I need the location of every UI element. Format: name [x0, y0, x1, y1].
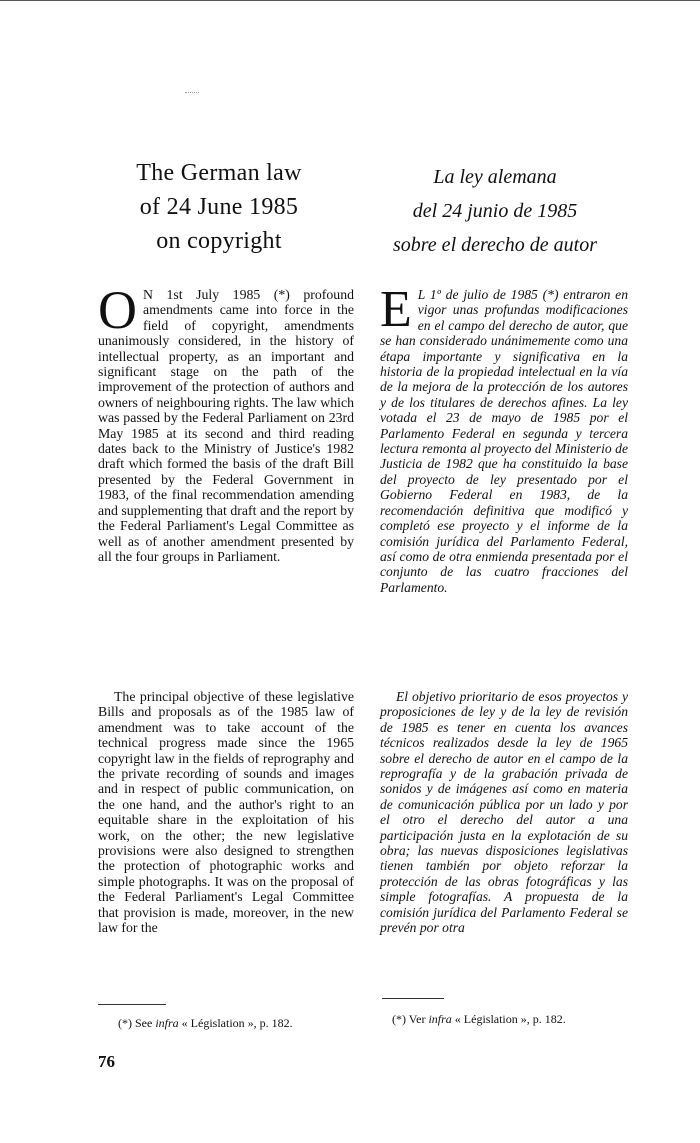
spanish-paragraph-2 [380, 689, 628, 936]
scan-speck [185, 92, 199, 95]
footnote-spanish [392, 1012, 566, 1027]
footnote-english-rest: « Législation », p. 182. [181, 1016, 293, 1030]
english-paragraph-2 [98, 689, 354, 936]
footnote-rule-english [98, 1004, 166, 1005]
title-spanish [362, 160, 628, 262]
title-english-line-3: on copyright [156, 228, 282, 254]
title-spanish-line-1: La ley alemana [433, 166, 557, 188]
footnote-rule-spanish [382, 998, 444, 999]
title-spanish-line-3: sobre el derecho de autor [392, 234, 598, 256]
footnote-english-ref: infra [155, 1016, 179, 1030]
footnote-english-mark: (*) See [118, 1016, 153, 1030]
english-paragraph-2-text: The principal objective of these legislative Bills and proposals as of the 1985 law of amendment was to take account of the technical progress made since the 1965 copyright law in the fields of reprography and the private recording of sounds and images and in respect of public communication, on the one hand, and the author's right to an equitable share in the exploitation of his work, on the other; the new legislative provisions were also designed to strengthen the protection of photographic works and simple photographs. It was on the proposal of the Federal Parliament's Legal Committee that provision is made, moreover, in the new law for the [98, 689, 354, 936]
footnote-spanish-ref: infra [428, 1012, 452, 1026]
english-paragraph-1 [98, 280, 354, 564]
page-number: 76 [98, 1052, 115, 1071]
title-english [96, 156, 342, 258]
top-border-line [0, 0, 700, 1]
drop-cap-o: O [98, 280, 137, 340]
title-english-line-2: of 24 June 1985 [139, 194, 299, 220]
title-english-line-1: The German law [136, 160, 302, 186]
footnote-english [118, 1016, 293, 1031]
footnote-spanish-mark: (*) Ver [392, 1012, 426, 1026]
english-paragraph-1-text: N 1st July 1985 (*) profound amendments came into force in the field of copyright, amendments unanimously considered, in the history of intellectual property, as an important and significant stage on the path of the improvement of the protection of authors and owners of neighbouring rights. The law which was passed by the Federal Parliament on 23rd May 1985 at its second and third reading dates back to the Ministry of Justice's 1982 draft which formed the basis of the draft Bill presented by the Federal Government in 1983, of the final recommendation amending and supplementing that draft and the report by the Federal Parliament's Legal Committee as well as of another amendment presented by all the four groups in Parliament. [98, 287, 354, 564]
spanish-paragraph-1 [380, 281, 628, 595]
title-spanish-line-2: del 24 junio de 1985 [412, 200, 578, 222]
drop-cap-e: E [380, 281, 412, 338]
footnote-spanish-rest: « Législation », p. 182. [454, 1012, 566, 1026]
spanish-paragraph-1-text: L 1º de julio de 1985 (*) entraron en vigor unas profundas modificaciones en el campo del derecho de autor, que se han considerado unánimemente como una étapa importante y significativa en la historia de la propiedad intelectual en la vía de la mejora de la protección de los autores y de los titulares de derechos afines. La ley votada el 23 de mayo de 1985 por el Parlamento Federal en segunda y tercera lectura remonta al proyecto del Ministerio de Justicia de 1982 que ha constituido la base del proyecto de ley presentado por el Gobierno Federal en 1983, de la recomendación definitiva que modificó y completó ese proyecto y el informe de la comisión jurídica del Parlamento Federal, así como de otra enmienda presentada por el conjunto de las cuatro fracciones del Parlamento. [380, 287, 628, 595]
spanish-paragraph-2-text: El objetivo prioritario de esos proyectos y proposiciones de ley y de la ley de revisión de 1985 es tener en cuenta los avances técnicos realizados desde la ley de 1965 sobre el derecho de autor en el campo de la reprografía y de la grabación privada de sonidos y de imágenes así como en materia de comunicación pública por un lado y por el otro el derecho del autor a una participación justa en la explotación de su obra; las nuevas disposiciones legislativas tienen también por objeto reforzar la protección de las obras fotográficas y las simple fotografías. A propuesta de la comisión jurídica del Parlamento Federal se prevén por otra [380, 689, 628, 936]
